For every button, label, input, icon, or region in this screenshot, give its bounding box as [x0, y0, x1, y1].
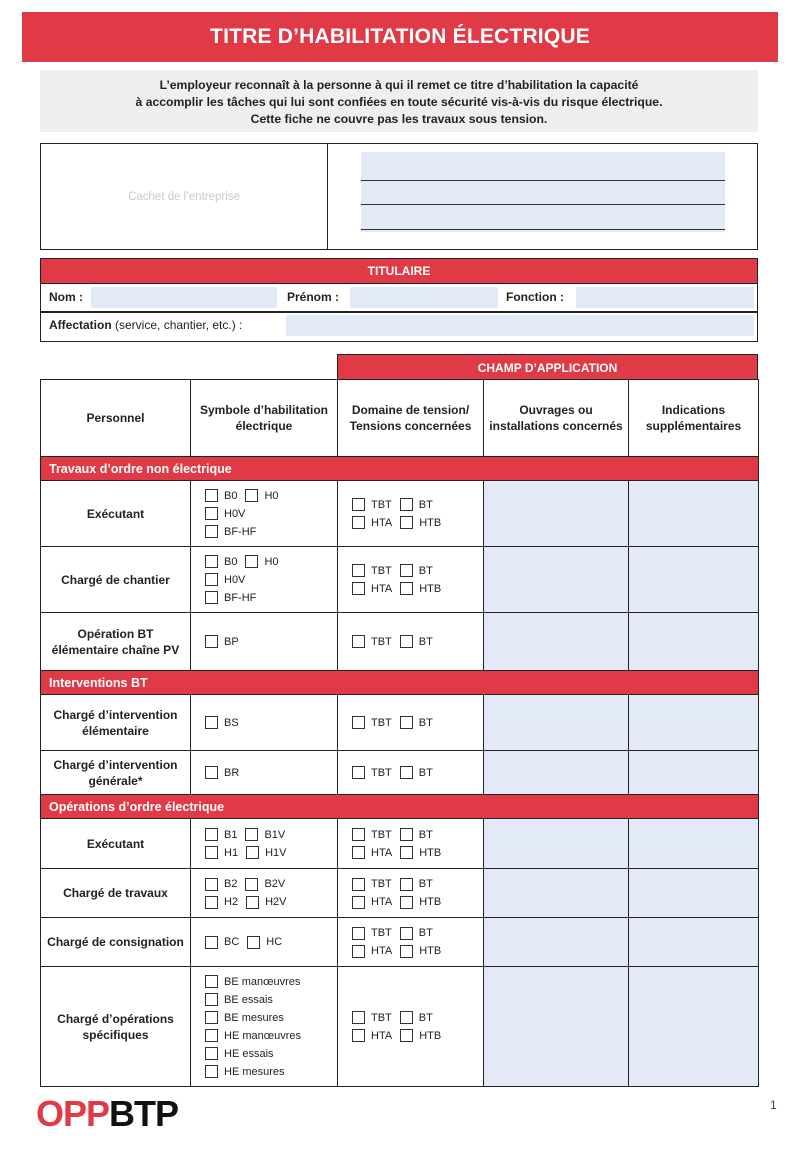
checkbox-label: HC [266, 936, 283, 948]
checkbox[interactable] [205, 1029, 218, 1042]
checkbox[interactable] [352, 516, 365, 529]
checkbox[interactable] [400, 516, 413, 529]
company-stamp-area[interactable] [41, 144, 328, 249]
checkbox-label: B1 [224, 828, 238, 841]
symbol-cell [191, 613, 338, 671]
symbol-line [205, 633, 337, 651]
nom-field[interactable] [91, 287, 277, 308]
checkbox-label: BE manœuvres [224, 975, 301, 988]
ouvrages-field[interactable] [484, 819, 629, 869]
tension-line [352, 924, 483, 942]
checkbox[interactable] [400, 945, 413, 958]
tension-line [352, 633, 483, 651]
checkbox[interactable] [400, 1011, 413, 1024]
checkbox-label: HTB [419, 846, 442, 859]
table-row [41, 751, 759, 795]
checkbox-label: H2V [265, 896, 287, 908]
tension-line [352, 764, 483, 782]
checkbox[interactable] [205, 936, 218, 949]
checkbox-label: HE essais [224, 1047, 274, 1060]
prenom-label: Prénom : [287, 290, 340, 304]
table-row [41, 869, 759, 918]
intro-line-2: à accomplir les tâches qui lui sont confiées en toute sécurité vis-à-vis du risque électrique. [135, 95, 663, 109]
ouvrages-field[interactable] [484, 547, 629, 613]
symbol-line [205, 1009, 337, 1027]
checkbox-label: TBT [371, 498, 392, 511]
section-row [41, 671, 759, 695]
role-cell: Chargé d’opérations spécifiques [41, 967, 191, 1087]
checkbox[interactable] [352, 582, 365, 595]
holder-row-identity [41, 284, 757, 311]
symbol-cell [191, 481, 338, 547]
checkbox-label: TBT [371, 878, 392, 890]
checkbox-label: HTB [419, 582, 442, 595]
ouvrages-field[interactable] [484, 695, 629, 751]
symbol-line [205, 893, 337, 911]
habilitation-table [40, 379, 759, 1087]
indications-field[interactable] [629, 695, 759, 751]
checkbox-label: BC [224, 936, 240, 948]
checkbox[interactable] [352, 896, 365, 909]
checkbox-label: HE mesures [224, 1065, 285, 1078]
checkbox-label: TBT [371, 635, 392, 648]
checkbox[interactable] [352, 878, 365, 891]
fonction-label: Fonction : [506, 290, 564, 304]
tension-cell [338, 918, 484, 967]
checkbox-label: HTA [371, 582, 393, 595]
table-body [41, 457, 759, 1087]
checkbox[interactable] [205, 993, 218, 1006]
checkbox[interactable] [205, 1047, 218, 1060]
checkbox-label: B1V [264, 828, 286, 841]
logo-part-btp: BTP [109, 1093, 179, 1134]
checkbox-label: B2V [264, 878, 286, 890]
checkbox[interactable] [400, 716, 413, 729]
tension-line [352, 1009, 483, 1027]
page-title: TITRE D’HABILITATION ÉLECTRIQUE [22, 12, 778, 62]
checkbox-label: HTB [419, 516, 442, 529]
checkbox[interactable] [352, 1029, 365, 1042]
checkbox[interactable] [205, 846, 218, 859]
table-row [41, 547, 759, 613]
symbol-line [205, 1063, 337, 1081]
checkbox[interactable] [245, 828, 258, 841]
checkbox-label: BR [224, 766, 240, 779]
checkbox[interactable] [205, 766, 218, 779]
prenom-field[interactable] [350, 287, 498, 308]
checkbox-label: B2 [224, 878, 238, 890]
affectation-label-text: Affectation [49, 318, 112, 332]
intro-notice [40, 70, 758, 132]
symbol-cell [191, 751, 338, 795]
checkbox[interactable] [245, 489, 258, 502]
indications-field[interactable] [629, 613, 759, 671]
checkbox[interactable] [245, 878, 258, 891]
section-row [41, 457, 759, 481]
symbol-cell [191, 819, 338, 869]
symbol-line [205, 505, 337, 523]
checkbox-label: TBT [371, 766, 392, 779]
indications-field[interactable] [629, 819, 759, 869]
tension-cell [338, 547, 484, 613]
symbol-cell [191, 547, 338, 613]
checkbox-label: HTA [371, 516, 393, 529]
checkbox[interactable] [246, 896, 259, 909]
tension-cell [338, 869, 484, 918]
checkbox[interactable] [400, 828, 413, 841]
checkbox-label: BP [224, 635, 239, 648]
page-number: 1 [770, 1098, 777, 1112]
checkbox[interactable] [400, 846, 413, 859]
checkbox-label: HTB [419, 1029, 442, 1042]
symbol-line [205, 589, 337, 607]
checkbox[interactable] [400, 766, 413, 779]
checkbox[interactable] [400, 878, 413, 891]
tension-line [352, 562, 483, 580]
checkbox[interactable] [205, 896, 218, 909]
signature-text-field[interactable] [361, 152, 725, 232]
checkbox-label: BF-HF [224, 525, 257, 538]
checkbox[interactable] [205, 489, 218, 502]
checkbox-label: H0V [224, 573, 246, 586]
holder-row-affectation [41, 312, 757, 339]
tension-line [352, 496, 483, 514]
intro-line-3: Cette fiche ne couvre pas les travaux sous tension. [250, 112, 548, 126]
affectation-field[interactable] [286, 315, 754, 336]
indications-field[interactable] [629, 481, 759, 547]
checkbox[interactable] [400, 582, 413, 595]
checkbox-label: BF-HF [224, 591, 257, 604]
checkbox[interactable] [400, 896, 413, 909]
role-cell: Exécutant [41, 819, 191, 869]
symbol-cell [191, 695, 338, 751]
checkbox[interactable] [205, 507, 218, 520]
checkbox-label: TBT [371, 828, 392, 841]
checkbox-label: BE essais [224, 993, 273, 1006]
checkbox[interactable] [205, 591, 218, 604]
checkbox-label: H2 [224, 896, 239, 908]
checkbox[interactable] [352, 945, 365, 958]
table-row [41, 819, 759, 869]
checkbox-label: TBT [371, 927, 392, 939]
checkbox[interactable] [205, 1011, 218, 1024]
checkbox[interactable] [400, 635, 413, 648]
symbol-line [205, 875, 337, 893]
holder-section [40, 258, 758, 342]
tension-line [352, 942, 483, 960]
section-title: Travaux d’ordre non électrique [41, 457, 759, 481]
checkbox[interactable] [247, 936, 260, 949]
checkbox[interactable] [352, 564, 365, 577]
role-cell: Chargé de chantier [41, 547, 191, 613]
affectation-label [49, 318, 242, 332]
indications-field[interactable] [629, 918, 759, 967]
checkbox-label: HTB [419, 896, 442, 908]
symbol-line [205, 553, 337, 571]
ouvrages-field[interactable] [484, 751, 629, 795]
ouvrages-field[interactable] [484, 967, 629, 1087]
checkbox[interactable] [205, 878, 218, 891]
checkbox[interactable] [205, 555, 218, 568]
symbol-line [205, 571, 337, 589]
table-header-row [41, 380, 759, 457]
symbol-cell [191, 918, 338, 967]
checkbox-label: BT [418, 878, 433, 890]
tension-line [352, 826, 483, 844]
checkbox-label: BT [418, 1011, 433, 1024]
symbol-line [205, 523, 337, 541]
company-stamp-placeholder: Cachet de l’entreprise [128, 190, 240, 203]
ouvrages-field[interactable] [484, 613, 629, 671]
checkbox[interactable] [245, 555, 258, 568]
role-cell: Chargé d’intervention élémentaire [41, 695, 191, 751]
checkbox[interactable] [352, 498, 365, 511]
checkbox-label: HTA [371, 1029, 393, 1042]
table-row [41, 967, 759, 1087]
tension-cell [338, 819, 484, 869]
checkbox-label: BT [418, 498, 433, 511]
checkbox-label: H0V [224, 507, 246, 520]
symbol-line [205, 764, 337, 782]
checkbox-label: HTA [371, 846, 393, 859]
tension-cell [338, 967, 484, 1087]
symbol-line [205, 1027, 337, 1045]
checkbox-label: TBT [371, 716, 392, 729]
symbol-cell [191, 869, 338, 918]
checkbox-label: B0 [224, 555, 238, 568]
logo-part-opp: OPP [36, 1093, 110, 1134]
symbol-line [205, 933, 337, 951]
checkbox-label: BT [418, 766, 433, 779]
signature-line-2 [361, 204, 725, 205]
section-title: Interventions BT [41, 671, 759, 695]
checkbox-label: B0 [224, 489, 238, 502]
signature-line-1 [361, 180, 725, 181]
col-domaine-tension: Domaine de tension/ Tensions concernées [338, 380, 484, 457]
table-row [41, 481, 759, 547]
checkbox-label: H0 [264, 489, 279, 502]
checkbox-label: HTA [371, 945, 393, 957]
checkbox-label: H1V [265, 846, 287, 859]
col-ouvrages: Ouvrages ou installations concernés [484, 380, 629, 457]
tension-line [352, 844, 483, 862]
checkbox-label: BT [418, 828, 433, 841]
table-row [41, 918, 759, 967]
checkbox[interactable] [400, 927, 413, 940]
indications-field[interactable] [629, 751, 759, 795]
tension-cell [338, 695, 484, 751]
tension-cell [338, 751, 484, 795]
champ-application-header: CHAMP D’APPLICATION [337, 354, 758, 380]
role-cell: Chargé de consignation [41, 918, 191, 967]
fonction-field[interactable] [576, 287, 754, 308]
checkbox[interactable] [205, 716, 218, 729]
checkbox-label: TBT [371, 564, 392, 577]
symbol-line [205, 487, 337, 505]
section-row [41, 795, 759, 819]
tension-line [352, 875, 483, 893]
col-symbole: Symbole d’habilitation électrique [191, 380, 338, 457]
checkbox[interactable] [400, 564, 413, 577]
checkbox[interactable] [400, 1029, 413, 1042]
symbol-line [205, 973, 337, 991]
symbol-line [205, 991, 337, 1009]
checkbox-label: H1 [224, 846, 239, 859]
checkbox[interactable] [205, 828, 218, 841]
tension-cell [338, 613, 484, 671]
symbol-cell [191, 967, 338, 1087]
role-cell: Chargé d’intervention générale* [41, 751, 191, 795]
checkbox-label: HE manœuvres [224, 1029, 302, 1042]
table-row [41, 613, 759, 671]
tension-line [352, 1027, 483, 1045]
checkbox-label: TBT [371, 1011, 392, 1024]
checkbox[interactable] [205, 975, 218, 988]
checkbox[interactable] [352, 1011, 365, 1024]
tension-line [352, 893, 483, 911]
checkbox-label: BT [418, 927, 433, 939]
col-personnel: Personnel [41, 380, 191, 457]
tension-line [352, 714, 483, 732]
checkbox-label: BT [418, 635, 433, 648]
indications-field[interactable] [629, 547, 759, 613]
checkbox[interactable] [205, 525, 218, 538]
table-row [41, 695, 759, 751]
checkbox-label: BE mesures [224, 1011, 284, 1024]
checkbox[interactable] [352, 828, 365, 841]
checkbox[interactable] [400, 498, 413, 511]
symbol-line [205, 844, 337, 862]
opp-btp-logo [36, 1094, 178, 1134]
company-stamp-box [40, 143, 758, 250]
affectation-hint: (service, chantier, etc.) : [115, 318, 243, 332]
indications-field[interactable] [629, 967, 759, 1087]
ouvrages-field[interactable] [484, 481, 629, 547]
symbol-line [205, 714, 337, 732]
checkbox[interactable] [352, 635, 365, 648]
intro-line-1: L’employeur reconnaît à la personne à qui il remet ce titre d’habilitation la capacité [159, 78, 639, 92]
holder-header: TITULAIRE [41, 259, 757, 284]
tension-line [352, 514, 483, 532]
role-cell: Chargé de travaux [41, 869, 191, 918]
checkbox[interactable] [246, 846, 259, 859]
role-cell: Exécutant [41, 481, 191, 547]
checkbox[interactable] [352, 927, 365, 940]
checkbox[interactable] [205, 1065, 218, 1078]
signature-line-3 [361, 229, 725, 230]
checkbox[interactable] [205, 573, 218, 586]
checkbox-label: BT [418, 564, 433, 577]
symbol-line [205, 826, 337, 844]
ouvrages-field[interactable] [484, 918, 629, 967]
section-title: Opérations d’ordre électrique [41, 795, 759, 819]
tension-line [352, 580, 483, 598]
checkbox[interactable] [352, 766, 365, 779]
ouvrages-field[interactable] [484, 869, 629, 918]
checkbox-label: BT [418, 716, 433, 729]
checkbox-label: BS [224, 716, 239, 729]
indications-field[interactable] [629, 869, 759, 918]
checkbox[interactable] [352, 716, 365, 729]
role-cell: Opération BT élémentaire chaîne PV [41, 613, 191, 671]
checkbox-label: HTB [419, 945, 442, 957]
nom-label: Nom : [49, 290, 83, 304]
checkbox-label: HTA [371, 896, 393, 908]
symbol-line [205, 1045, 337, 1063]
checkbox-label: H0 [264, 555, 279, 568]
tension-cell [338, 481, 484, 547]
checkbox[interactable] [352, 846, 365, 859]
col-indications: Indications supplémentaires [629, 380, 759, 457]
checkbox[interactable] [205, 635, 218, 648]
